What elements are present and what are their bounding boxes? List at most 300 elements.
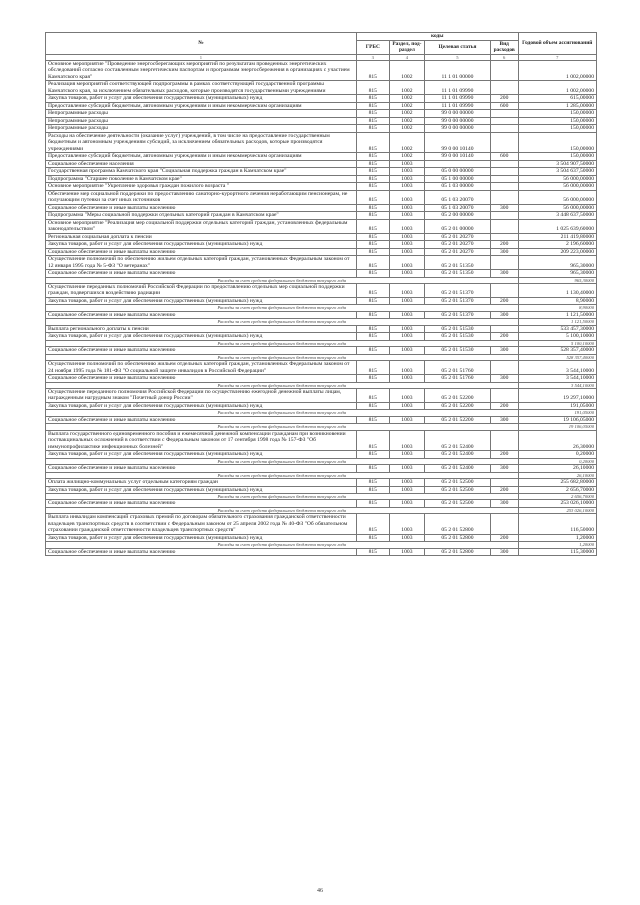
federal-budget-label: Расходы за счет средств федерального бюджета текущего года — [46, 424, 519, 430]
row-expense-type: 200 — [490, 451, 518, 459]
row-expense-type — [490, 60, 518, 81]
table-row — [46, 486, 597, 494]
row-expense-type: 300 — [490, 416, 518, 424]
row-target-article: 99 0 00 00000 — [425, 110, 491, 118]
federal-budget-label: Расходы за счет средств федерального бюджета текущего года — [46, 458, 519, 464]
federal-budget-amount: 19 106,05000 — [518, 424, 596, 430]
row-grbs: 815 — [356, 416, 389, 424]
row-name: Непрограммные расходы — [46, 125, 357, 133]
row-target-article: 05 2 01 52200 — [425, 416, 491, 424]
row-razdel: 1002 — [389, 95, 424, 103]
table-row — [46, 361, 597, 375]
row-name: Реализация мероприятий соответствующей подпрограммы в рамках соответствующей государственной программы Камчатского края, за исключением обязательных расходов, которые производятся государственными учреждениями — [46, 81, 357, 95]
row-name: Основное мероприятие "Укрепление здоровья граждан пожилого возраста " — [46, 183, 357, 191]
row-grbs: 815 — [356, 233, 389, 241]
row-name: Закупка товаров, работ и услуг для обеспечения государственных (муниципальных) нужд — [46, 297, 357, 305]
row-grbs: 815 — [356, 160, 389, 168]
column-number: 6 — [490, 54, 518, 60]
federal-budget-label: Расходы за счет средств федерального бюджета текущего года — [46, 542, 519, 548]
table-row — [46, 153, 597, 161]
federal-budget-label: Расходы за счет средств федерального бюджета текущего года — [46, 472, 519, 478]
header-num: № — [46, 33, 357, 55]
row-amount: 56 000,00000 — [518, 190, 596, 204]
header-razdel: Раздел, под-раздел — [389, 40, 424, 54]
row-name: Закупка товаров, работ и услуг для обеспечения государственных (муниципальных) нужд — [46, 402, 357, 410]
row-razdel: 1003 — [389, 361, 424, 375]
row-grbs: 815 — [356, 430, 389, 451]
row-expense-type: 300 — [490, 204, 518, 212]
table-row — [46, 465, 597, 473]
row-razdel: 1003 — [389, 430, 424, 451]
row-expense-type: 300 — [490, 347, 518, 355]
table-row — [46, 183, 597, 191]
row-expense-type — [490, 110, 518, 118]
row-name: Закупка товаров, работ и услуг для обеспечения государственных (муниципальных) нужд — [46, 95, 357, 103]
row-razdel: 1003 — [389, 451, 424, 459]
row-razdel: 1003 — [389, 534, 424, 542]
row-amount: 253 026,10000 — [518, 500, 596, 508]
row-grbs: 815 — [356, 81, 389, 95]
row-amount: 209 223,00000 — [518, 248, 596, 256]
row-razdel: 1003 — [389, 183, 424, 191]
row-target-article: 05 2 01 51760 — [425, 375, 491, 383]
row-razdel: 1003 — [389, 500, 424, 508]
document-page — [45, 32, 597, 556]
row-name: Осуществление переданного полномочия Российской Федерации по осуществлению ежегодной денежной выплаты лицам, награжденным нагрудным знаком "Почетный донор России" — [46, 388, 357, 402]
row-target-article: 05 1 03 20070 — [425, 204, 491, 212]
table-row — [46, 534, 597, 542]
header-annual-amount: Годовой объем ассигнований — [518, 33, 596, 55]
federal-budget-label: Расходы за счет средств федерального бюджета текущего года — [46, 277, 519, 283]
row-target-article: 05 2 01 52500 — [425, 486, 491, 494]
row-target-article: 05 2 01 52500 — [425, 500, 491, 508]
federal-budget-label: Расходы за счет средств федерального бюджета текущего года — [46, 410, 519, 416]
row-expense-type — [490, 117, 518, 125]
row-target-article: 05 1 03 00000 — [425, 183, 491, 191]
row-amount: 965,30000 — [518, 256, 596, 270]
row-grbs: 815 — [356, 486, 389, 494]
federal-budget-label: Расходы за счет средств федерального бюджета текущего года — [46, 507, 519, 513]
table-row — [46, 219, 597, 233]
row-grbs: 815 — [356, 168, 389, 176]
row-name: Государственная программа Камчатского края "Социальная поддержка граждан в Камчатском крае" — [46, 168, 357, 176]
table-row — [46, 514, 597, 535]
row-grbs: 815 — [356, 117, 389, 125]
row-name: Оплата жилищно-коммунальных услуг отдельным категориям граждан — [46, 479, 357, 487]
row-name: Выплата инвалидам компенсаций страховых премий по договорам обязательного страхования гражданской ответственности владельцев транспортных средств в соответствии с Федеральным законом от 25 апреля 2002 года № 40-ФЗ "Об обязательном страховании гражданской ответственности владельцев транспортных средств" — [46, 514, 357, 535]
row-amount: 116,50000 — [518, 514, 596, 535]
table-row — [46, 204, 597, 212]
table-row — [46, 175, 597, 183]
row-grbs: 815 — [356, 534, 389, 542]
row-target-article: 11 1 01 09990 — [425, 95, 491, 103]
federal-budget-label: Расходы за счет средств федерального бюджета текущего года — [46, 382, 519, 388]
row-razdel: 1003 — [389, 465, 424, 473]
federal-budget-amount: 1,20000 — [518, 542, 596, 548]
row-grbs: 815 — [356, 465, 389, 473]
row-amount: 150,00000 — [518, 132, 596, 153]
row-target-article: 05 2 01 52400 — [425, 430, 491, 451]
row-target-article: 05 2 01 51530 — [425, 325, 491, 333]
row-expense-type — [490, 190, 518, 204]
row-name: Социальное обеспечение и иные выплаты населению — [46, 204, 357, 212]
row-amount: 26,10000 — [518, 465, 596, 473]
header-target-article: Целевая статья — [425, 40, 491, 54]
federal-budget-amount: 3 544,10000 — [518, 382, 596, 388]
row-name: Предоставление субсидий бюджетным, автономным учреждениям и иным некоммерческим организациям — [46, 153, 357, 161]
table-row — [46, 95, 597, 103]
federal-budget-amount: 528 357,40000 — [518, 354, 596, 360]
row-expense-type — [490, 256, 518, 270]
row-grbs: 815 — [356, 132, 389, 153]
row-amount: 533 457,30000 — [518, 325, 596, 333]
row-amount: 150,00000 — [518, 110, 596, 118]
row-target-article: 99 0 00 00000 — [425, 117, 491, 125]
row-expense-type — [490, 388, 518, 402]
row-target-article: 05 2 01 51350 — [425, 256, 491, 270]
federal-budget-label: Расходы за счет средств федерального бюджета текущего года — [46, 494, 519, 500]
row-target-article: 99 0 00 10140 — [425, 153, 491, 161]
row-name: Осуществление полномочий по обеспечению жильем отдельных категорий граждан, установленных Федеральным законом от 24 ноября 1995 года № 181-ФЗ "О социальной защите инвалидов в Российской Федерации" — [46, 361, 357, 375]
row-grbs: 815 — [356, 241, 389, 249]
row-expense-type — [490, 168, 518, 176]
row-razdel: 1002 — [389, 102, 424, 110]
row-target-article: 05 2 01 52200 — [425, 402, 491, 410]
row-expense-type — [490, 183, 518, 191]
row-target-article: 05 2 01 51350 — [425, 270, 491, 278]
federal-budget-amount: 965,30000 — [518, 277, 596, 283]
federal-budget-amount: 5 100,10000 — [518, 340, 596, 346]
table-row — [46, 117, 597, 125]
row-amount: 8,90000 — [518, 297, 596, 305]
header-grbs: ГРБС — [356, 40, 389, 54]
row-amount: 56 000,00000 — [518, 204, 596, 212]
row-name: Социальное обеспечение населения — [46, 160, 357, 168]
row-grbs: 815 — [356, 212, 389, 220]
row-razdel: 1003 — [389, 248, 424, 256]
row-razdel: 1003 — [389, 486, 424, 494]
row-expense-type — [490, 430, 518, 451]
row-grbs: 815 — [356, 297, 389, 305]
table-row — [46, 430, 597, 451]
row-expense-type — [490, 81, 518, 95]
row-name: Выплата регионального доплаты к пенсии — [46, 325, 357, 333]
row-razdel: 1003 — [389, 256, 424, 270]
federal-budget-amount: 8,90000 — [518, 305, 596, 311]
row-amount: 3 504 907,50000 — [518, 160, 596, 168]
table-row — [46, 168, 597, 176]
column-number: 3 — [356, 54, 389, 60]
row-grbs: 815 — [356, 451, 389, 459]
row-name: Подпрограмма "Меры социальной поддержки отдельных категорий граждан в Камчатском крае" — [46, 212, 357, 220]
row-target-article: 99 0 00 10140 — [425, 132, 491, 153]
row-target-article: 05 2 01 00000 — [425, 219, 491, 233]
federal-budget-amount: 191,05000 — [518, 410, 596, 416]
row-name: Закупка товаров, работ и услуг для обеспечения государственных (муниципальных) нужд — [46, 241, 357, 249]
row-amount: 5 100,10000 — [518, 333, 596, 341]
row-target-article — [425, 160, 491, 168]
federal-budget-amount: 2 656,70000 — [518, 494, 596, 500]
row-grbs: 815 — [356, 256, 389, 270]
row-grbs: 815 — [356, 204, 389, 212]
row-target-article: 05 2 01 51760 — [425, 361, 491, 375]
row-grbs: 815 — [356, 311, 389, 319]
federal-budget-amount: 1 121,50000 — [518, 319, 596, 325]
row-razdel: 1003 — [389, 388, 424, 402]
table-row — [46, 548, 597, 556]
table-row — [46, 283, 597, 297]
table-row — [46, 388, 597, 402]
row-amount: 3 544,10000 — [518, 361, 596, 375]
row-grbs: 815 — [356, 153, 389, 161]
column-number: 1 — [46, 54, 357, 60]
row-amount: 19 106,05000 — [518, 416, 596, 424]
row-razdel: 1003 — [389, 233, 424, 241]
row-expense-type — [490, 175, 518, 183]
row-grbs: 815 — [356, 479, 389, 487]
row-amount: 3 544,10000 — [518, 375, 596, 383]
row-razdel: 1003 — [389, 219, 424, 233]
row-target-article: 05 2 00 00000 — [425, 212, 491, 220]
row-name: Расходы на обеспечение деятельности (оказание услуг) учреждений, в том числе на предоставление государственным бюджетным и автономным учреждениям субсидий, за исключением обязательных расходов, которые производятся учреждениями — [46, 132, 357, 153]
row-grbs: 815 — [356, 183, 389, 191]
row-expense-type: 300 — [490, 270, 518, 278]
row-amount: 1 130,40000 — [518, 283, 596, 297]
row-amount: 965,30000 — [518, 270, 596, 278]
row-grbs: 815 — [356, 500, 389, 508]
row-amount: 528 357,40000 — [518, 347, 596, 355]
row-expense-type: 300 — [490, 311, 518, 319]
column-number: 4 — [389, 54, 424, 60]
table-row — [46, 190, 597, 204]
budget-table — [45, 32, 597, 556]
table-row — [46, 60, 597, 81]
row-name: Предоставление субсидий бюджетным, автономным учреждениям и иным некоммерческим организациям — [46, 102, 357, 110]
row-target-article: 99 0 00 00000 — [425, 125, 491, 133]
row-expense-type — [490, 479, 518, 487]
row-razdel: 1003 — [389, 270, 424, 278]
row-amount: 211 419,80000 — [518, 233, 596, 241]
row-target-article: 11 1 01 00000 — [425, 60, 491, 81]
row-expense-type — [490, 233, 518, 241]
table-row — [46, 125, 597, 133]
row-grbs: 815 — [356, 248, 389, 256]
row-razdel: 1002 — [389, 132, 424, 153]
table-row — [46, 500, 597, 508]
table-row — [46, 132, 597, 153]
row-amount: 2 656,70000 — [518, 486, 596, 494]
table-row — [46, 102, 597, 110]
row-name: Основное мероприятие "Проведение энергосберегающих мероприятий по результатам проведенных энергетических обследований согласно составленным энергетическим паспортам и программам энергосбережения в организациях с участием Камчатского края" — [46, 60, 357, 81]
row-grbs: 815 — [356, 333, 389, 341]
row-target-article: 05 0 00 00000 — [425, 168, 491, 176]
row-expense-type: 200 — [490, 95, 518, 103]
row-expense-type: 600 — [490, 153, 518, 161]
row-razdel: 1003 — [389, 160, 424, 168]
row-name: Региональная социальная доплата к пенсии — [46, 233, 357, 241]
row-amount: 191,05000 — [518, 402, 596, 410]
row-amount: 3 504 637,50000 — [518, 168, 596, 176]
row-name: Социальное обеспечение и иные выплаты населению — [46, 270, 357, 278]
table-row — [46, 333, 597, 341]
row-grbs: 815 — [356, 110, 389, 118]
row-grbs: 815 — [356, 95, 389, 103]
row-name: Социальное обеспечение и иные выплаты населению — [46, 416, 357, 424]
row-razdel: 1003 — [389, 402, 424, 410]
row-expense-type: 200 — [490, 297, 518, 305]
row-name: Социальное обеспечение и иные выплаты населению — [46, 465, 357, 473]
row-expense-type: 300 — [490, 548, 518, 556]
row-amount: 615,00000 — [518, 95, 596, 103]
table-row — [46, 160, 597, 168]
row-target-article: 05 2 01 52200 — [425, 388, 491, 402]
table-row — [46, 297, 597, 305]
row-target-article: 05 2 01 51370 — [425, 311, 491, 319]
row-expense-type: 300 — [490, 465, 518, 473]
row-grbs: 815 — [356, 347, 389, 355]
row-razdel: 1003 — [389, 175, 424, 183]
table-row — [46, 233, 597, 241]
row-razdel: 1002 — [389, 153, 424, 161]
row-grbs: 815 — [356, 175, 389, 183]
row-expense-type: 200 — [490, 534, 518, 542]
row-amount: 56 000,00000 — [518, 183, 596, 191]
row-target-article: 05 2 01 52500 — [425, 479, 491, 487]
row-amount: 1 002,00000 — [518, 60, 596, 81]
row-grbs: 815 — [356, 125, 389, 133]
row-razdel: 1003 — [389, 325, 424, 333]
table-row — [46, 81, 597, 95]
row-name: Выплата государственного единовременного пособия и ежемесячной денежной компенсации гражданам при возникновении поствакцинальных осложнений в соответствии с Федеральным законом от 17 сентября 1998 года № 157-ФЗ "Об иммунопрофилактике инфекционных болезней" — [46, 430, 357, 451]
row-name: Социальное обеспечение и иные выплаты населению — [46, 548, 357, 556]
federal-budget-label: Расходы за счет средств федерального бюджета текущего года — [46, 319, 519, 325]
row-razdel: 1003 — [389, 311, 424, 319]
row-name: Основное мероприятие "Реализация мер социальной поддержки отдельных категорий граждан, установленных федеральным законодательством" — [46, 219, 357, 233]
row-razdel: 1003 — [389, 333, 424, 341]
row-razdel: 1003 — [389, 479, 424, 487]
row-expense-type: 200 — [490, 333, 518, 341]
row-razdel: 1002 — [389, 60, 424, 81]
row-razdel: 1002 — [389, 110, 424, 118]
row-razdel: 1002 — [389, 125, 424, 133]
row-expense-type — [490, 125, 518, 133]
column-number: 5 — [425, 54, 491, 60]
row-grbs: 815 — [356, 388, 389, 402]
row-target-article: 05 2 01 51530 — [425, 333, 491, 341]
row-amount: 150,00000 — [518, 117, 596, 125]
table-row — [46, 325, 597, 333]
row-expense-type — [490, 514, 518, 535]
row-grbs: 815 — [356, 219, 389, 233]
row-target-article: 05 2 01 52400 — [425, 451, 491, 459]
row-target-article: 05 2 01 20270 — [425, 248, 491, 256]
row-amount: 1 025 639,60000 — [518, 219, 596, 233]
row-amount: 2 196,60000 — [518, 241, 596, 249]
row-expense-type: 300 — [490, 375, 518, 383]
row-target-article: 05 1 03 20070 — [425, 190, 491, 204]
federal-budget-amount: 253 026,10000 — [518, 507, 596, 513]
row-name: Социальное обеспечение и иные выплаты населению — [46, 248, 357, 256]
row-expense-type — [490, 325, 518, 333]
table-row — [46, 479, 597, 487]
row-expense-type: 200 — [490, 486, 518, 494]
row-amount: 150,00000 — [518, 125, 596, 133]
table-row — [46, 416, 597, 424]
row-target-article: 05 2 01 52800 — [425, 534, 491, 542]
row-target-article: 05 2 01 52400 — [425, 465, 491, 473]
row-expense-type — [490, 160, 518, 168]
row-grbs: 815 — [356, 548, 389, 556]
row-grbs: 815 — [356, 283, 389, 297]
row-name: Социальное обеспечение и иные выплаты населению — [46, 500, 357, 508]
row-amount: 1 285,00000 — [518, 102, 596, 110]
row-expense-type: 200 — [490, 402, 518, 410]
row-expense-type — [490, 283, 518, 297]
page-number: 46 — [317, 888, 323, 894]
row-name: Социальное обеспечение и иные выплаты населению — [46, 375, 357, 383]
table-row — [46, 347, 597, 355]
row-name: Социальное обеспечение и иные выплаты населению — [46, 347, 357, 355]
table-row — [46, 241, 597, 249]
row-name: Непрограммные расходы — [46, 117, 357, 125]
row-razdel: 1003 — [389, 297, 424, 305]
row-name: Непрограммные расходы — [46, 110, 357, 118]
table-row — [46, 402, 597, 410]
table-row — [46, 451, 597, 459]
row-razdel: 1003 — [389, 190, 424, 204]
row-grbs: 815 — [356, 514, 389, 535]
row-name: Осуществление полномочий по обеспечению жильем отдельных категорий граждан, установленных Федеральным законом от 12 января 1995 года № 5-ФЗ "О ветеранах" — [46, 256, 357, 270]
row-grbs: 815 — [356, 325, 389, 333]
row-amount: 150,00000 — [518, 153, 596, 161]
row-target-article: 05 2 01 20270 — [425, 241, 491, 249]
federal-budget-label: Расходы за счет средств федерального бюджета текущего года — [46, 305, 519, 311]
row-razdel: 1003 — [389, 241, 424, 249]
federal-budget-amount: 26,10000 — [518, 472, 596, 478]
row-amount: 255 682,80000 — [518, 479, 596, 487]
row-target-article: 05 2 01 51530 — [425, 347, 491, 355]
row-grbs: 815 — [356, 102, 389, 110]
row-grbs: 815 — [356, 402, 389, 410]
row-target-article: 05 2 01 52800 — [425, 548, 491, 556]
row-amount: 56 000,00000 — [518, 175, 596, 183]
row-razdel: 1003 — [389, 347, 424, 355]
row-target-article: 05 2 01 20270 — [425, 233, 491, 241]
table-row — [46, 375, 597, 383]
row-name: Подпрограмма "Старшее поколение в Камчатском крае" — [46, 175, 357, 183]
row-name: Закупка товаров, работ и услуг для обеспечения государственных (муниципальных) нужд — [46, 486, 357, 494]
row-amount: 1 121,50000 — [518, 311, 596, 319]
table-row — [46, 212, 597, 220]
row-target-article: 05 2 01 51370 — [425, 283, 491, 297]
row-grbs: 815 — [356, 270, 389, 278]
row-razdel: 1003 — [389, 168, 424, 176]
table-body — [46, 60, 597, 556]
table-row — [46, 110, 597, 118]
row-razdel: 1003 — [389, 514, 424, 535]
header-expense-type: Вид расходов — [490, 40, 518, 54]
row-expense-type — [490, 219, 518, 233]
row-target-article: 05 2 01 52800 — [425, 514, 491, 535]
row-name: Социальное обеспечение и иные выплаты населению — [46, 311, 357, 319]
row-target-article: 11 1 01 09990 — [425, 102, 491, 110]
row-amount: 26,30000 — [518, 430, 596, 451]
row-grbs: 815 — [356, 60, 389, 81]
row-amount: 19 297,10000 — [518, 388, 596, 402]
row-grbs: 815 — [356, 361, 389, 375]
row-name: Закупка товаров, работ и услуг для обеспечения государственных (муниципальных) нужд — [46, 451, 357, 459]
table-row — [46, 248, 597, 256]
